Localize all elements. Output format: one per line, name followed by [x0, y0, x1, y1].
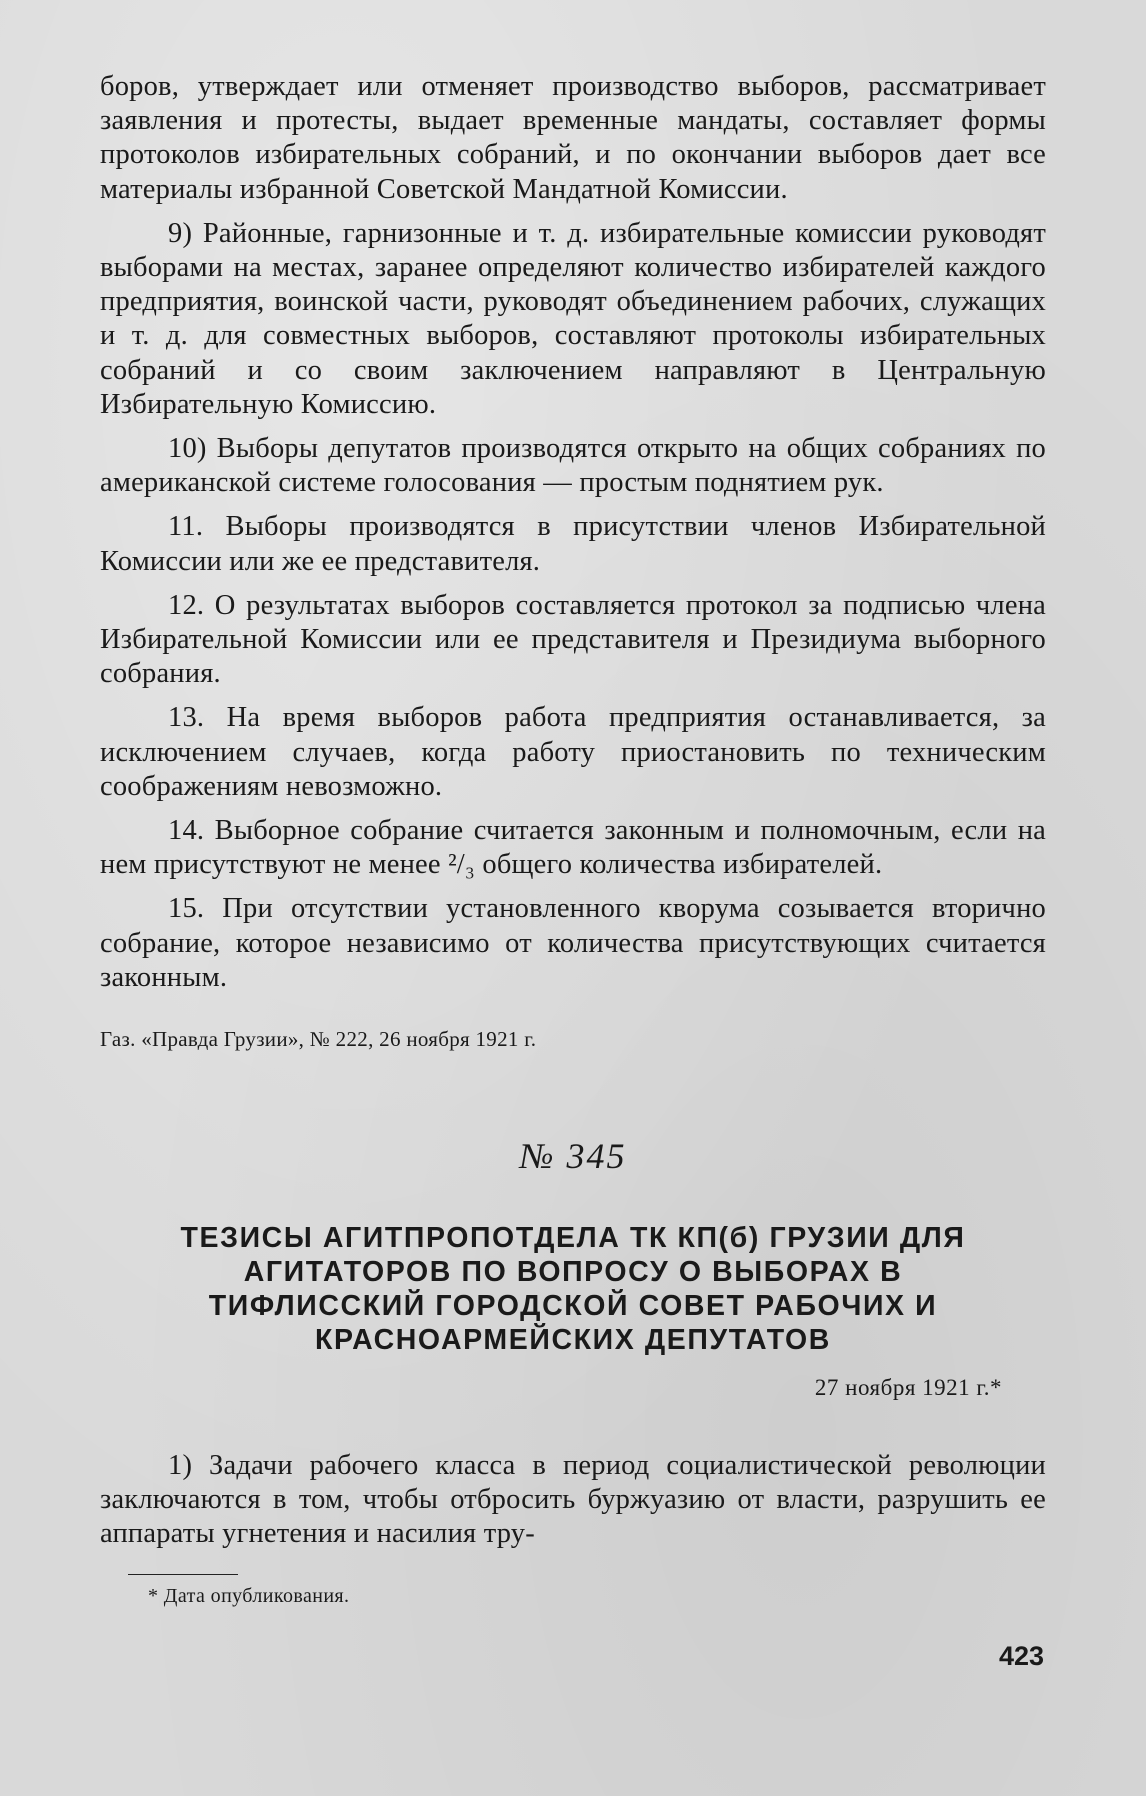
document-title [100, 1221, 1046, 1357]
title-line: КРАСНОАРМЕЙСКИХ ДЕПУТАТОВ [315, 1324, 831, 1357]
paragraph-item-11: 11. Выборы производятся в присутствии членов Избирательной Комиссии или же ее представителя. [100, 511, 1046, 577]
title-line: ТИФЛИССКИЙ ГОРОДСКОЙ СОВЕТ РАБОЧИХ И [208, 1290, 938, 1323]
document-number: № 345 [519, 1136, 627, 1177]
paragraph-item-15: 15. При отсутствии установленного кворума созывается вторично собрание, которое независимо от количества присутствующих считается законным. [100, 893, 1046, 993]
paragraph-item-10: 10) Выборы депутатов производятся открыто на общих собраниях по американской системе голосования — простым поднятием рук. [100, 433, 1046, 499]
paragraph-item-9: 9) Районные, гарнизонные и т. д. избирательные комиссии руководят выборами на местах, заранее определяют количество избирателей каждого предприятия, воинской части, руководят объединением рабочих, служащих и т. д. для совместных выборов, составляют протоколы избирательных собраний и со своим заключением направляют в Центральную Избирательную Комиссию. [100, 217, 1046, 420]
title-line: ТЕЗИСЫ АГИТПРОПОТДЕЛА ТК КП(б) ГРУЗИИ ДЛЯ [180, 1222, 966, 1255]
paragraph-item-13: 13. На время выборов работа предприятия останавливается, за исключением случаев, когда работу приостановить по техническим соображениям невозможно. [100, 702, 1046, 802]
title-line: АГИТАТОРОВ ПО ВОПРОСУ О ВЫБОРАХ В [243, 1256, 903, 1289]
paragraph-item-12: 12. О результатах выборов составляется протокол за подписью члена Избирательной Комиссии или ее представителя и Президиума выборного собрания. [100, 589, 1046, 690]
top-text-block [100, 70, 1046, 995]
source-note: Газ. «Правда Грузии», № 222, 26 ноября 1921 г. [100, 1027, 537, 1052]
paragraph-continuation: боров, утверждает или отменяет производство выборов, рассматривает заявления и протесты, выдает временные мандаты, составляет формы протоколов избирательных собраний, и по окончании выборов дает все материалы избранной Советской Мандатной Комиссии. [100, 71, 1046, 205]
document-date: 27 ноября 1921 г.* [814, 1375, 1002, 1401]
paragraph-item-14: 14. Выборное собрание считается законным и полномочным, если на нем присутствуют не менее ²/₃ общего количества избирателей. [100, 815, 1046, 881]
page-number: 423 [998, 1641, 1044, 1671]
footnote-divider [128, 1574, 238, 1575]
footnote: * Дата опубликования. [148, 1584, 350, 1607]
document-body-paragraph-1: 1) Задачи рабочего класса в период социалистической революции заключаются в том, чтобы отбросить буржуазию от власти, разрушить ее аппараты угнетения и насилия тру- [100, 1450, 1046, 1550]
